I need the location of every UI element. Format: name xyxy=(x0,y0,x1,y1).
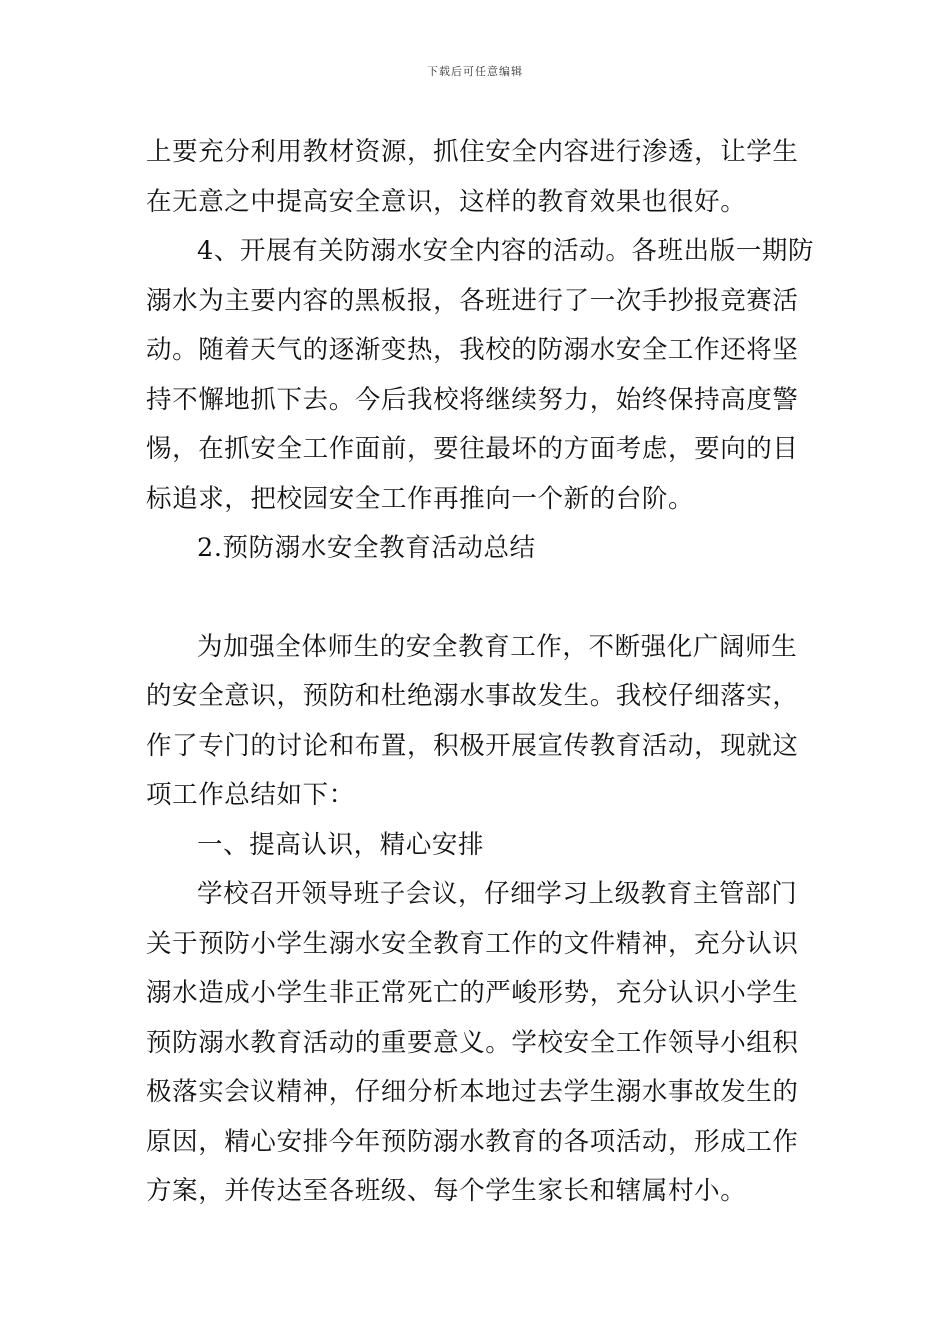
text-line: 在无意之中提高安全意识，这样的教育效果也很好。 xyxy=(146,186,747,217)
text-line: 惕，在抓安全工作面前，要往最坏的方面考虑，要向的目 xyxy=(146,434,799,464)
text-line: 学校召开领导班子会议，仔细学习上级教育主管部门 xyxy=(197,879,798,909)
text-line: 溺水为主要内容的黑板报，各班进行了一次手抄报竞赛活 xyxy=(146,285,799,316)
text-line: 预防溺水教育活动的重要意义。学校安全工作领导小组积 xyxy=(146,1027,799,1058)
text-line: 上要充分利用教材资源，抓住安全内容进行渗透，让学生 xyxy=(146,137,799,167)
text-line: 原因，精心安排今年预防溺水教育的各项活动，形成工作 xyxy=(146,1126,799,1157)
text-line: 极落实会议精神，仔细分析本地过去学生溺水事故发生的 xyxy=(146,1077,799,1107)
text-line: 持不懈地抓下去。今后我校将继续努力，始终保持高度警 xyxy=(146,384,799,415)
text-line: 动。随着天气的逐渐变热，我校的防溺水安全工作还将坚 xyxy=(146,335,799,365)
section-heading: 2.预防溺水安全教育活动总结 xyxy=(197,533,536,563)
text-line: 标追求，把校园安全工作再推向一个新的台阶。 xyxy=(146,483,695,514)
text-line: 方案，并传达至各班级、每个学生家长和辖属村小。 xyxy=(146,1176,747,1206)
text-line: 的安全意识，预防和杜绝溺水事故发生。我校仔细落实， xyxy=(146,681,799,711)
text-line: 作了专门的讨论和布置，积极开展宣传教育活动，现就这 xyxy=(146,730,799,761)
document-body xyxy=(146,128,815,1217)
list-item-4: 4、开展有关防溺水安全内容的活动。各班出版一期防 xyxy=(197,236,815,266)
text-line: 关于预防小学生溺水安全教育工作的文件精神，充分认识 xyxy=(146,928,799,959)
text-line: 为加强全体师生的安全教育工作，不断强化广阔师生 xyxy=(197,631,798,662)
blank-line xyxy=(146,574,810,623)
text-line: 溺水造成小学生非正常死亡的严峻形势，充分认识小学生 xyxy=(146,978,799,1008)
page-header: 下载后可任意编辑 xyxy=(427,65,523,78)
text-line: 项工作总结如下： xyxy=(146,780,355,810)
subsection-heading: 一、提高认识，精心安排 xyxy=(197,829,485,860)
